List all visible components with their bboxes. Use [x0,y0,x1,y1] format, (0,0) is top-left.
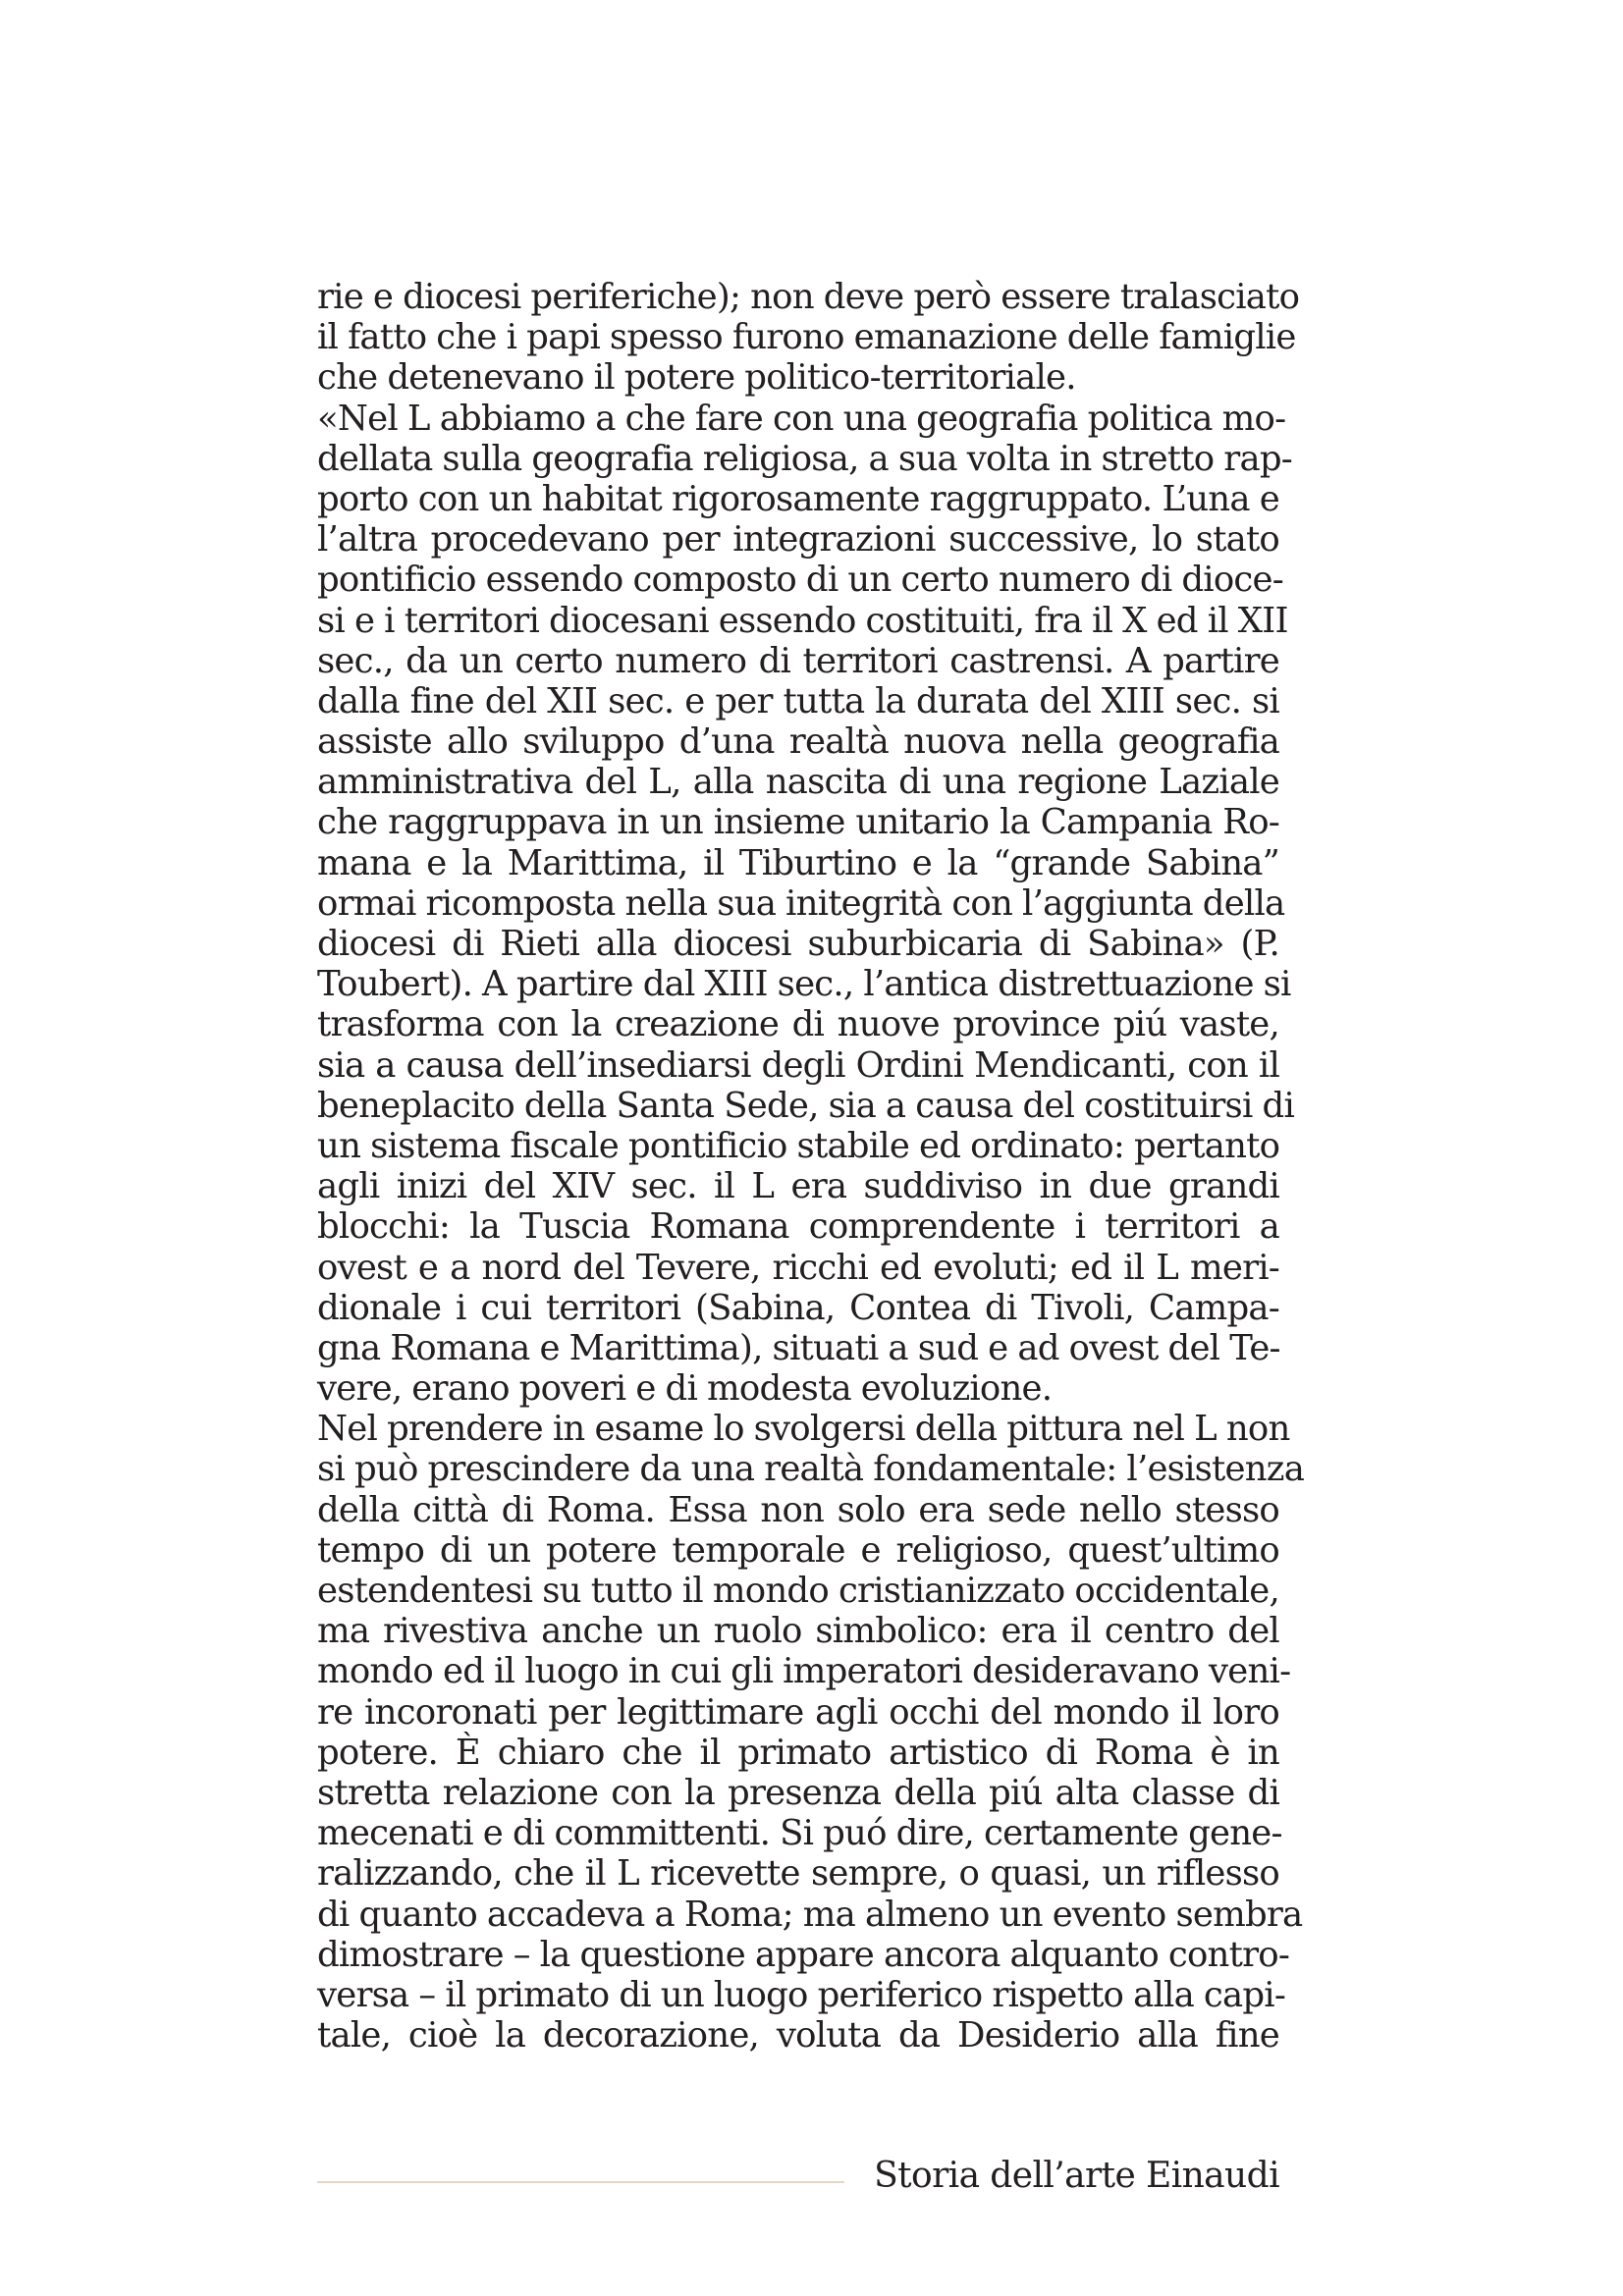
text-line: un sistema fiscale pontificio stabile ed ordinato: pertanto [317,1125,1280,1166]
text-line: Nel prendere in esame lo svolgersi della pittura nel L non [317,1409,1290,1450]
text-line: ovest e a nord del Tevere, ricchi ed evoluti; ed il L meri- [317,1247,1279,1288]
text-line: Toubert). A partire dal XIII sec., l’antica distrettuazione si [317,964,1291,1005]
text-line: mana e la Marittima, il Tiburtino e la “grande Sabina” [317,842,1279,883]
text-line: gna Romana e Marittima), situati a sud e ad ovest del Te- [317,1327,1280,1368]
text-line: «Nel L abbiamo a che fare con una geografia politica mo- [317,398,1286,439]
text-line: diocesi di Rieti alla diocesi suburbicaria di Sabina» (P. [317,924,1279,964]
text-line: agli inizi del XIV sec. il L era suddiviso in due grandi [317,1166,1279,1207]
body-text [317,277,1305,2056]
text-line: versa – il primato di un luogo periferico rispetto alla capi- [317,1974,1286,2015]
text-line: potere. È chiaro che il primato artistico di Roma è in [317,1732,1279,1773]
text-line: che detenevano il potere politico-territoriale. [317,357,1076,399]
text-line: rie e diocesi periferiche); non deve però essere tralasciato [317,277,1300,317]
text-line: si può prescindere da una realtà fondamentale: l’esistenza [317,1449,1305,1490]
text-line: dimostrare – la questione appare ancora alquanto contro- [317,1934,1290,1975]
footer-title: Storia dell’arte Einaudi [874,2156,1279,2196]
text-line: ma rivestiva anche un ruolo simbolico: era il centro del [317,1611,1279,1652]
text-line: della città di Roma. Essa non solo era sede nello stesso [317,1489,1279,1530]
text-line: beneplacito della Santa Sede, sia a causa del costituirsi di [317,1085,1294,1126]
text-line: mondo ed il luogo in cui gli imperatori desideravano veni- [317,1651,1291,1692]
text-line: stretta relazione con la presenza della piú alta classe di [317,1772,1279,1813]
text-line: pontificio essendo composto di un certo numero di dioce- [317,560,1283,601]
footer-rule [317,2181,844,2183]
text-line: ralizzando, che il L ricevette sempre, o quasi, un riflesso [317,1853,1279,1895]
text-line: porto con un habitat rigorosamente raggruppato. L’una e [317,478,1279,519]
text-line: trasforma con la creazione di nuove province piú vaste, [317,1004,1279,1045]
text-line: re incoronati per legittimare agli occhi del mondo il loro [317,1691,1279,1733]
text-line: tempo di un potere temporale e religioso, quest’ultimo [317,1529,1279,1571]
text-line: si e i territori diocesani essendo costituiti, fra il X ed il XII [317,600,1288,641]
text-line: blocchi: la Tuscia Romana comprendente i territori a [317,1206,1279,1248]
text-line: dionale i cui territori (Sabina, Contea di Tivoli, Campa- [317,1287,1279,1328]
text-line: amministrativa del L, alla nascita di una regione Laziale [317,762,1279,803]
text-line: vere, erano poveri e di modesta evoluzione. [317,1368,1053,1410]
text-line: mecenati e di committenti. Si puó dire, certamente gene- [317,1813,1282,1854]
text-line: estendentesi su tutto il mondo cristianizzato occidentale, [317,1571,1279,1611]
text-line: di quanto accadeva a Roma; ma almeno un evento sembra [317,1894,1303,1935]
text-line: dalla fine del XII sec. e per tutta la durata del XIII sec. si [317,680,1279,721]
text-line: sia a causa dell’insediarsi degli Ordini Mendicanti, con il [317,1044,1279,1086]
text-line: assiste allo sviluppo d’una realtà nuova nella geografia [317,721,1279,763]
text-line: tale, cioè la decorazione, voluta da Desiderio alla fine [317,2015,1279,2056]
text-line: ormai ricomposta nella sua initegrità con l’aggiunta della [317,882,1285,924]
text-line: dellata sulla geografia religiosa, a sua volta in stretto rap- [317,438,1292,479]
text-line: sec., da un certo numero di territori castrensi. A partire [317,640,1279,681]
text-line: l’altra procedevano per integrazioni successive, lo stato [317,519,1279,561]
text-line: il fatto che i papi spesso furono emanazione delle famiglie [317,317,1296,358]
text-line: che raggruppava in un insieme unitario la Campania Ro- [317,802,1279,843]
